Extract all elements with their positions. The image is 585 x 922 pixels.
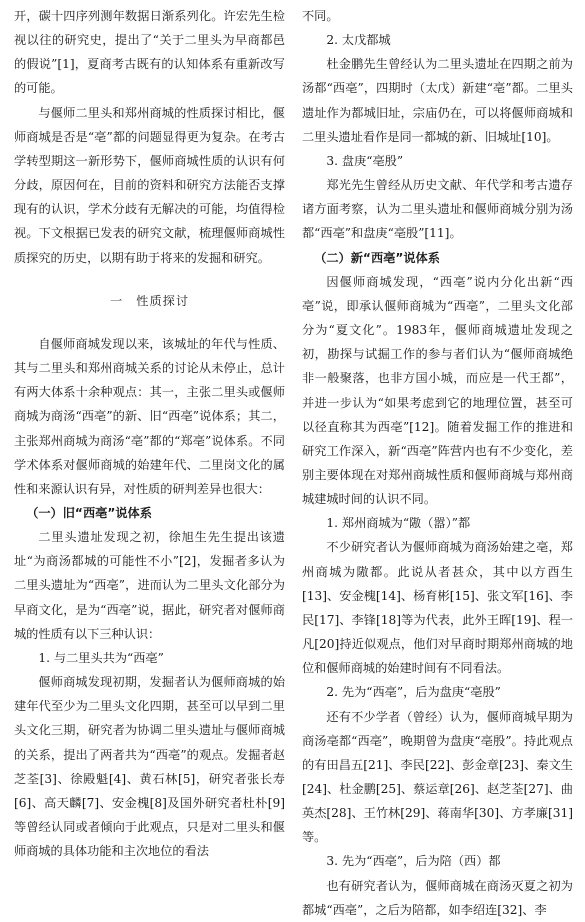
paragraph: 不少研究者认为偃师商城为商汤始建之亳，郑州商城为隞都。此说从者甚众，其中以方酉生[13]、安金槐[14]、杨育彬[15]、张文军[16]、李民[17]、李锋[18]等为代表，此外王晖[19]、程一凡[20]持近似观点，他们对早商时期郑州商城的地位和偃师商城的始建时间有不同看法。	[302, 540, 573, 676]
paragraph: 与偃师二里头和郑州商城的性质探讨相比，偃师商城是否是“亳”都的问题显得更为复杂。在考古学转型期这一新形势下，偃师商城性质的认识有何分歧，原因何在，目前的资料和研究方法能否支撑现有的认识，学术分歧有无解决的可能，均值得检视。下文根据已发表的研究文献，梳理偃师商城性质探究的历史，以期有助于将来的发掘和研究。	[14, 105, 285, 265]
paragraph: 自偃师商城发现以来，该城址的年代与性质、其与二里头和郑州商城关系的讨论从未停止，总计有两大体系十余种观点：其一，主张二里头或偃师商城为商汤“西亳”的新、旧“西亳”说体系；其二，主张郑州商城为商汤“亳”都的“郑亳”说体系。不同学术体系对偃师商城的始建年代、二里岗文化的属性和来源认识有异，对性质的研判差异也很大：	[14, 336, 285, 496]
sub-subsection-heading: 1. 郑州商城为“隞（嚣）”都	[326, 516, 471, 531]
subsection-heading: （二）新“西亳”说体系	[314, 250, 440, 265]
continued-text: 开，碳十四序列测年数据日渐系列化。许宏先生检视以往的研究史，提出了“关于二里头为早商都邑的假说”[1]，夏商考古既有的认知体系有重新改写的可能。	[14, 9, 285, 96]
subsection-heading: （一）旧“西亳”说体系	[26, 505, 152, 520]
spacer	[14, 270, 285, 289]
sub-subsection-heading: 2. 太戊都城	[326, 33, 391, 48]
paragraph: 还有不少学者（曾经）认为，偃师商城早期为商汤亳都“西亳”，晚期曾为盘庚“亳殷”。持此观点的有田昌五[21]、李民[22]、彭金章[23]、秦文生[24]、杜金鹏[25]、蔡运章[26]、赵芝荃[27]、曲英杰[28]、王竹林[29]、蒋南华[30]、方孝廉[31]等。	[302, 709, 573, 845]
sub-subsection-heading: 2. 先为“西亳”，后为盘庚“亳殷”	[326, 685, 501, 700]
spacer	[14, 313, 285, 332]
sub-subsection-heading: 3. 盘庚“亳殷”	[326, 153, 404, 168]
continued-text: 不同。	[302, 9, 339, 23]
paragraph: 也有研究者认为，偃师商城在商汤灭夏之初为都城“西亳”，之后为陪都，如李绍连[32]、李	[302, 878, 573, 917]
left-column	[14, 4, 285, 863]
sub-subsection-heading: 1. 与二里头共为“西亳”	[38, 650, 164, 665]
paragraph: 二里头遗址发现之初，徐旭生先生提出该遗址“为商汤都城的可能性不小”[2]，发掘者多认为二里头遗址为“西亳”，进而认为二里头文化部分为早商文化，是为“西亳”说，据此，研究者对偃师商城的性质有以下三种认识：	[14, 530, 285, 641]
right-column	[302, 4, 573, 922]
paragraph: 郑光先生曾经从历史文献、年代学和考古遗存诸方面考察，认为二里头遗址和偃师商城分别为汤都“西亳”和盘庚“亳殷”[11]。	[302, 178, 573, 241]
sub-subsection-heading: 3. 先为“西亳”，后为陪（西）都	[326, 854, 501, 869]
paragraph: 杜金鹏先生曾经认为二里头遗址在四期之前为汤都“西亳”，四期时（太戊）新建“亳”都。二里头遗址作为都城旧址，宗庙仍在，可以将偃师商城和二里头遗址看作是同一都城的新、旧城址[10]。	[302, 57, 573, 144]
paragraph: 偃师商城发现初期，发掘者认为偃师商城的始建年代至少为二里头文化四期，甚至可以早到二里头文化三期，研究者为协调二里头遗址与偃师商城的关系，提出了两者共为“西亳”的观点。发掘者赵芝荃[3]、徐殿魁[4]、黄石林[5]，研究者张长寿[6]、高天麟[7]、安金槐[8]及国外研究者杜朴[9]等曾经认同或者倾向于此观点，只是对二里头和偃师商城的具体功能和主次地位的看法	[14, 675, 285, 859]
section-heading: 一 性质探讨	[109, 293, 190, 308]
paragraph: 因偃师商城发现，“西亳”说内分化出新“西亳”说，即承认偃师商城为“西亳”，二里头文化部分为“夏文化”。1983年，偃师商城遗址发现之初，勘探与试掘工作的参与者们认为“偃师商城绝非一般聚落，也非方国小城，而应是一代王都”，并进一步认为“如果考虑到它的地理位置，甚至可以径直称其为西亳”[12]。随着发掘工作的推进和研究工作深入，新“西亳”阵营内也有不少变化，差别主要体现在对郑州商城性质和偃师商城与郑州商城建城时间的认识不同。	[302, 274, 573, 507]
